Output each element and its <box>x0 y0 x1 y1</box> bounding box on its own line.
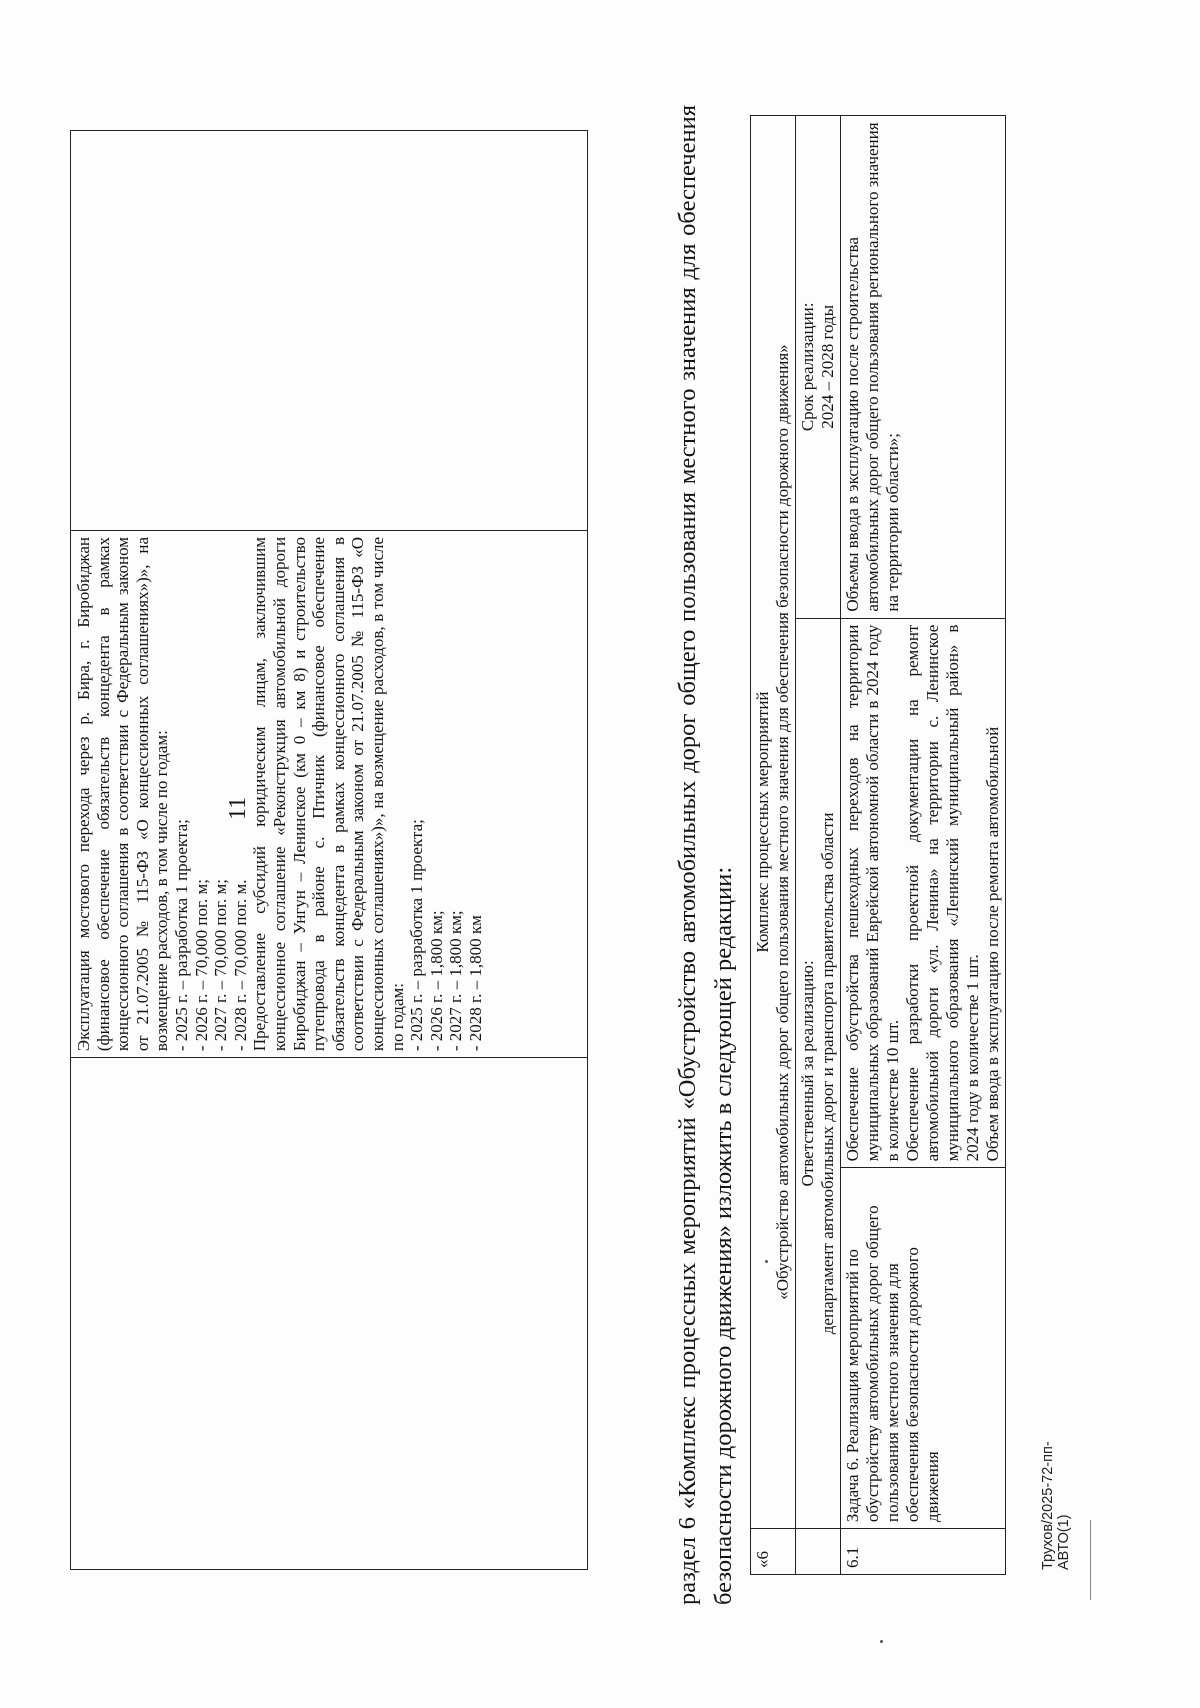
top-paragraph-2: Предоставление субсидий юридическим лицам, заключившим концессионное соглашение «Реконструкция автомобильной дороги Биробиджан – Унгун – Ленинское (км 0 – км 8) и строительство путепровода в районе с. Птичник (финансовое обеспечение обязательств концедента в рамках концессионного соглашения в соответствии с Федеральным законом от 21.07.2005 № 115-ФЗ «О концессионных соглашениях»)», на возмещение расходов, в том числе по годам: <box>250 536 407 1052</box>
period-value: 2024 – 2028 годы <box>818 304 837 429</box>
complex-title-line1: Комплекс процессных мероприятий <box>753 691 772 953</box>
empty-cell <box>796 1529 841 1575</box>
rotated-content <box>70 80 1090 1640</box>
complex-title-cell <box>751 116 796 1529</box>
year-item: - 2028 г. – 1,800 км <box>465 915 485 1052</box>
result-cell: Объемы ввода в эксплуатацию после строительства автомобильных дорог общего пользования регионального значения на территории области»; <box>841 116 1006 619</box>
year-item: - 2026 г. – 70,000 пог. м; <box>191 879 211 1052</box>
top-table-cell-text <box>71 530 588 1057</box>
year-item: - 2026 г. – 1,800 км; <box>426 910 446 1052</box>
scan-dot <box>880 1640 883 1643</box>
scan-dot <box>765 1260 768 1263</box>
period-label: Срок реализации: <box>798 302 817 432</box>
year-item: - 2025 г. – разработка 1 проекта; <box>171 819 191 1052</box>
table-mark: «6 <box>751 1529 796 1575</box>
document-footer: Трухов/2025-72-пп-АВТО(1) <box>1040 1441 1072 1570</box>
top-table <box>70 130 588 1570</box>
section-heading: раздел 6 «Комплекс процессных мероприятий «Обустройство автомобильных дорог общего пользования местного значения для обеспечения безопасности дорожного движения» изложить в следующей редакции: <box>674 105 737 1605</box>
measure-1: Обеспечение обустройства пешеходных переходов на территории муниципальных образований Еврейской автономной области в 2024 году в количестве 10 шт. <box>843 624 902 1162</box>
responsible-label: Ответственный за реализацию: <box>798 960 817 1187</box>
top-paragraph-1: Эксплуатация мостового перехода через р. Бира, г. Биробиджан (финансовое обеспечение обязательств концедента в рамках концессионного соглашения в соответствии с Федеральным законом от 21.07.2005 № 115-ФЗ «О концессионных соглашениях»)», на возмещение расходов, в том числе по годам: <box>74 536 172 1052</box>
complex-title-line2: «Обустройство автомобильных дорог общего пользования местного значения для обеспечения безопасности дорожного движения» <box>773 344 792 1300</box>
measure-3: Объем ввода в эксплуатацию после ремонта автомобильной <box>983 726 1002 1162</box>
top-table-cell-empty-right <box>71 131 588 531</box>
top-table-cell-empty-left <box>71 1058 588 1570</box>
task-cell: Задача 6. Реализация мероприятий по обустройству автомобильных дорог общего пользования местного значения для обеспечения безопасности дорожного движения <box>841 1168 1006 1529</box>
responsible-cell <box>796 618 841 1528</box>
measure-2: Обеспечение разработки проектной документации на ремонт автомобильной дороги «ул. Ленина» на территории с. Ленинское муниципального образования «Ленинский муниципальный район» в 2024 году в количестве 1 шт. <box>903 624 982 1162</box>
year-item: - 2025 г. – разработка 1 проекта; <box>407 819 427 1052</box>
responsible-value: департамент автомобильных дорог и транспорта правительства области <box>818 812 837 1335</box>
page-number: 11 <box>225 796 251 820</box>
year-item: - 2027 г. – 1,800 км; <box>446 910 466 1052</box>
year-item: - 2027 г. – 70,000 пог. м; <box>211 879 231 1052</box>
measures-cell <box>841 618 1006 1168</box>
scan-mark <box>1090 1520 1091 1600</box>
year-item: - 2028 г. – 70,000 пог. м. <box>230 879 250 1052</box>
complex-table <box>750 115 1006 1575</box>
period-cell <box>796 116 841 619</box>
row-number: 6.1 <box>841 1529 1006 1575</box>
